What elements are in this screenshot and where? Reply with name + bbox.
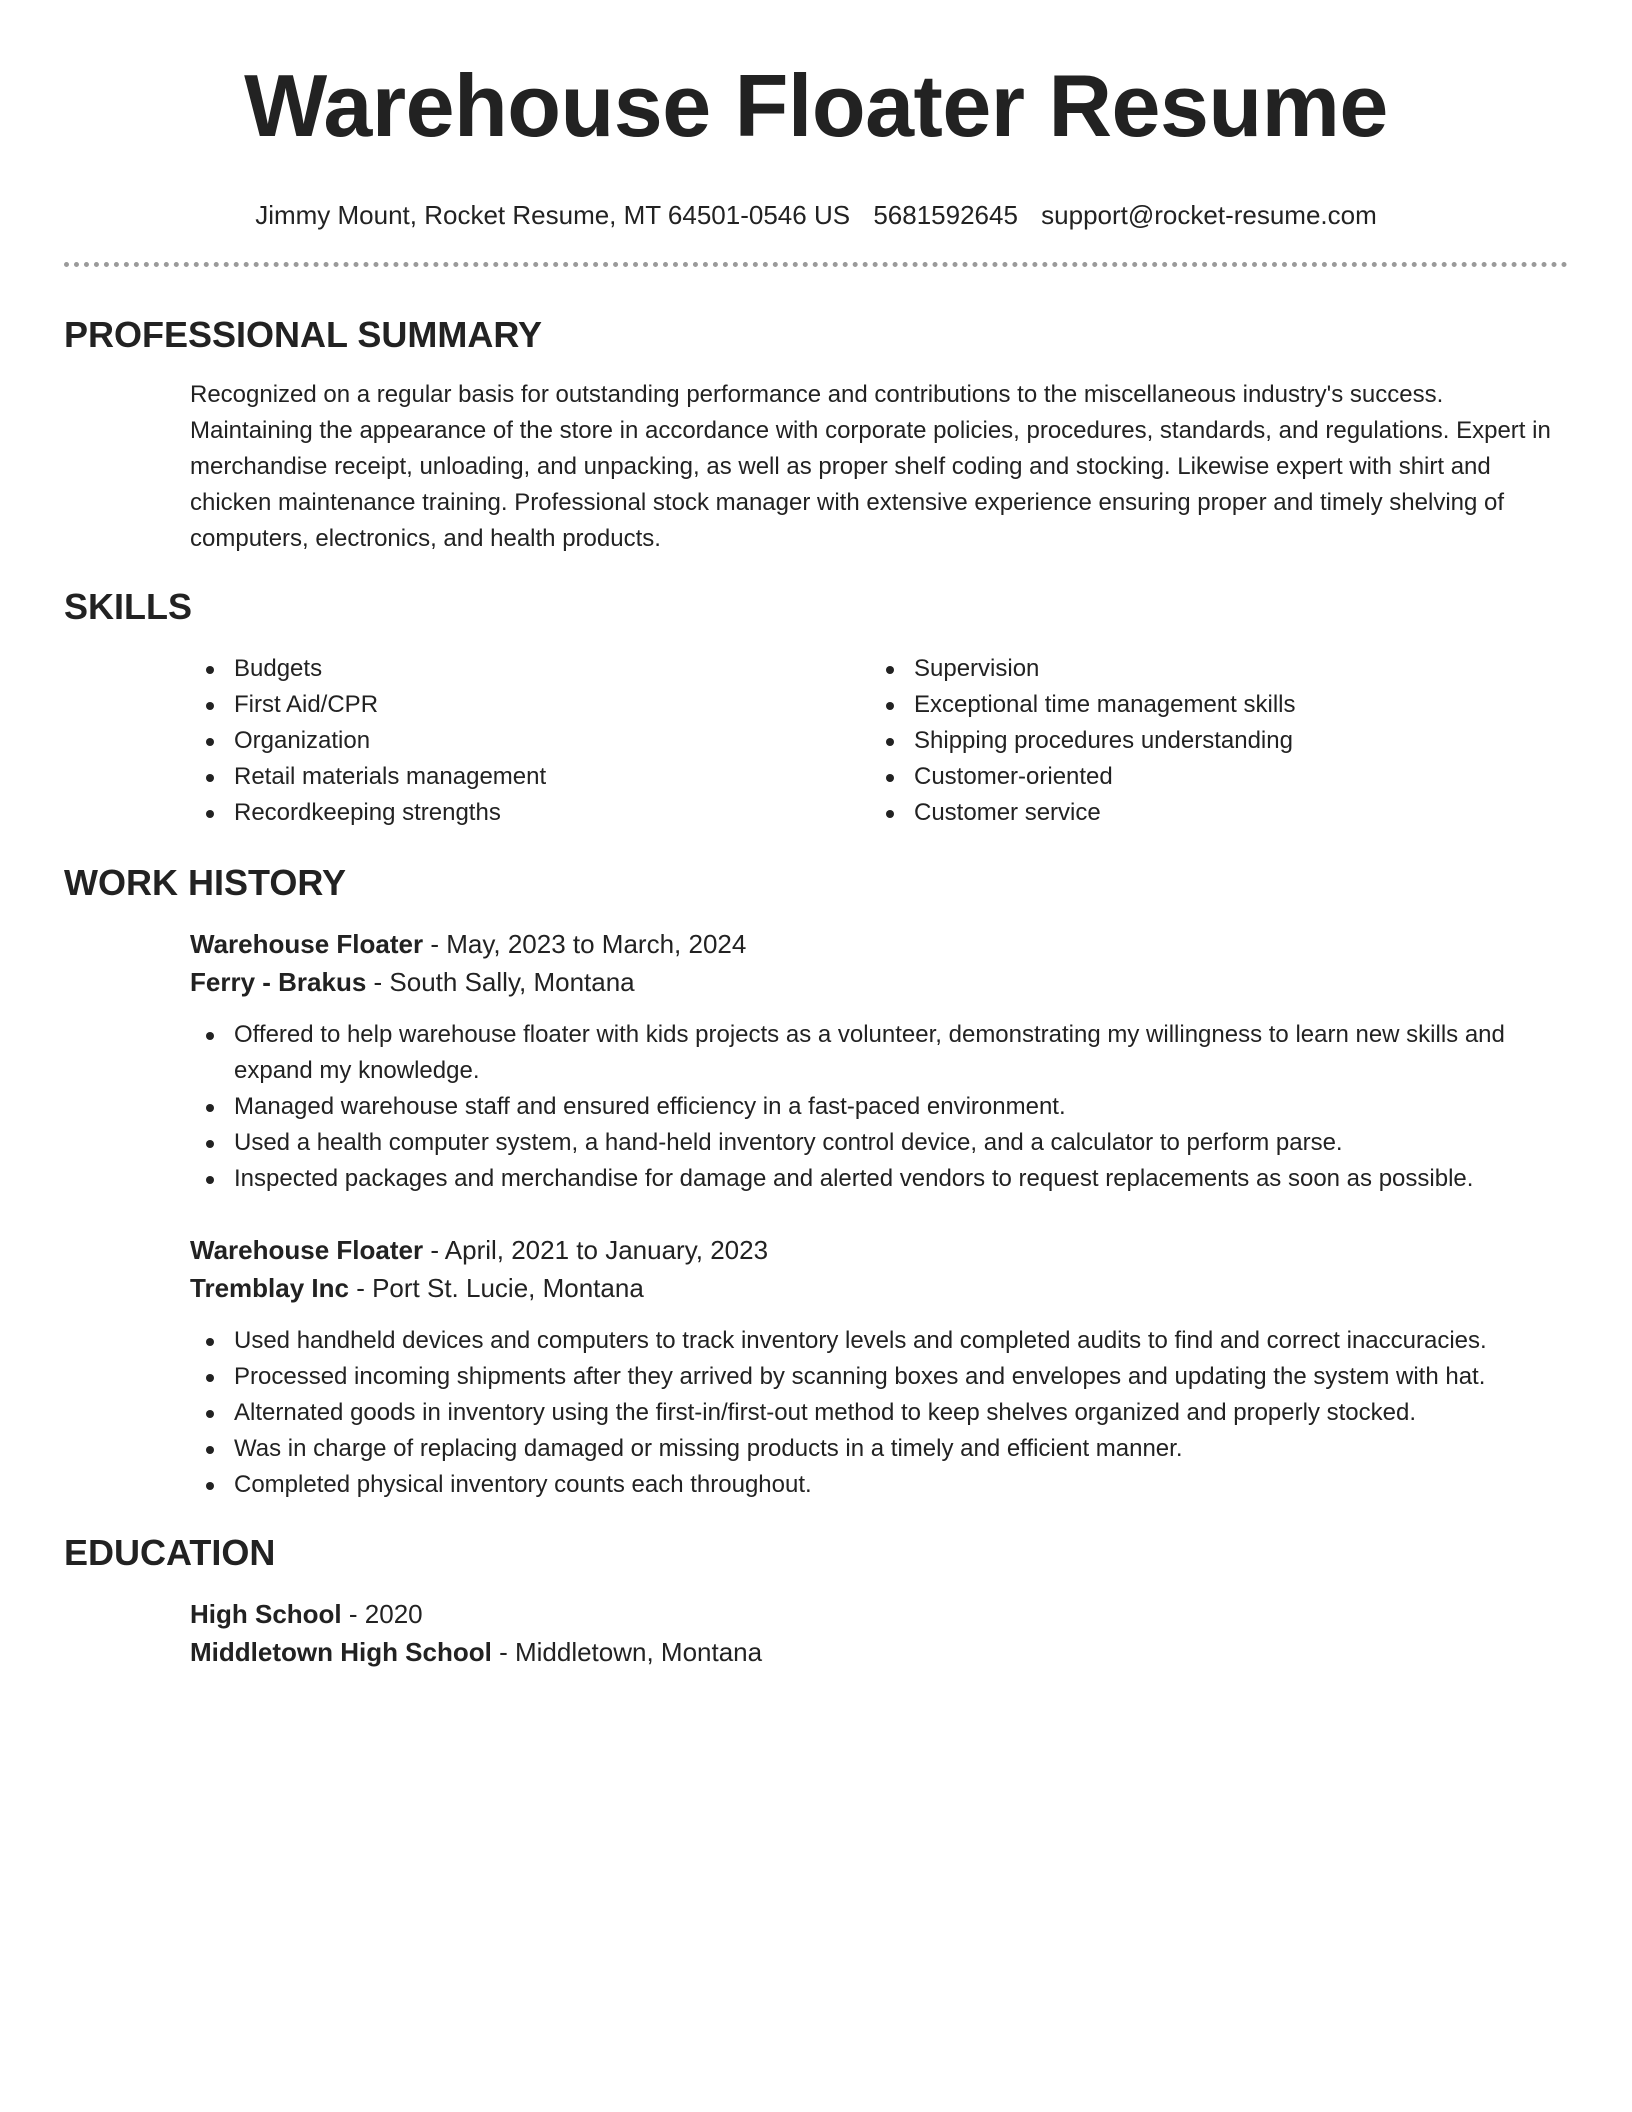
skill-item: Organization: [190, 723, 870, 759]
skills-heading: SKILLS: [64, 586, 193, 627]
skill-item: Shipping procedures understanding: [870, 723, 1550, 759]
job-company-line: [190, 1269, 1568, 1307]
job-duty: Alternated goods in inventory using the first-in/first-out method to keep shelves organized and properly stocked.: [190, 1395, 1568, 1431]
job-title: Warehouse Floater: [190, 929, 424, 959]
job-duty: Used handheld devices and computers to track inventory levels and completed audits to find and correct inaccuracies.: [190, 1323, 1568, 1359]
skill-item: Exceptional time management skills: [870, 687, 1550, 723]
education-school-line: [190, 1633, 1568, 1671]
header-divider: [64, 262, 1568, 267]
job-entry: [190, 1231, 1568, 1503]
contact-email: support@rocket-resume.com: [1041, 200, 1377, 230]
skill-item: Supervision: [870, 651, 1550, 687]
summary-text: Recognized on a regular basis for outstanding performance and contributions to the miscellaneous industry's success. Maintaining the appearance of the store in accordance with corporate policies, procedures, standards, and regulations. Expert in merchandise receipt, unloading, and unpacking, as well as proper shelf coding and stocking. Likewise expert with shirt and chicken maintenance training. Professional stock manager with extensive experience ensuring proper and timely shelving of computers, electronics, and health products.: [190, 381, 1551, 552]
job-duty: Used a health computer system, a hand-held inventory control device, and a calculator to perform parse.: [190, 1125, 1568, 1161]
skill-item: Retail materials management: [190, 759, 870, 795]
job-duty: Inspected packages and merchandise for damage and alerted vendors to request replacements as soon as possible.: [190, 1161, 1568, 1197]
skill-item: Customer service: [870, 795, 1550, 831]
job-company: Tremblay Inc: [190, 1273, 349, 1303]
education-degree: High School: [190, 1599, 342, 1629]
skills-grid: [190, 651, 1568, 831]
skill-item: Customer-oriented: [870, 759, 1550, 795]
contact-phone: 5681592645: [873, 200, 1018, 230]
skill-item: First Aid/CPR: [190, 687, 870, 723]
job-company: Ferry - Brakus: [190, 967, 367, 997]
job-duties: [190, 1323, 1568, 1503]
job-duty: Completed physical inventory counts each throughout.: [190, 1467, 1568, 1503]
contact-line: [64, 198, 1568, 232]
skills-column-right: [870, 651, 1550, 831]
job-entry: [190, 925, 1568, 1197]
education-location: - Middletown, Montana: [491, 1637, 763, 1667]
job-duty: Offered to help warehouse floater with kids projects as a volunteer, demonstrating my willingness to learn new skills and expand my knowledge.: [190, 1017, 1568, 1089]
skill-item: Budgets: [190, 651, 870, 687]
skills-column-left: [190, 651, 870, 831]
job-duty: Was in charge of replacing damaged or missing products in a timely and efficient manner.: [190, 1431, 1568, 1467]
resume-page: [64, 0, 1568, 1671]
contact-address: Jimmy Mount, Rocket Resume, MT 64501-0546 US: [255, 200, 851, 230]
education-heading: EDUCATION: [64, 1532, 276, 1573]
job-dates: - May, 2023 to March, 2024: [423, 929, 747, 959]
summary-heading: PROFESSIONAL SUMMARY: [64, 314, 543, 355]
skill-item: Recordkeeping strengths: [190, 795, 870, 831]
job-title-line: [190, 1231, 1568, 1269]
job-dates: - April, 2021 to January, 2023: [423, 1235, 769, 1265]
job-duty: Managed warehouse staff and ensured efficiency in a fast-paced environment.: [190, 1089, 1568, 1125]
job-location: - South Sally, Montana: [366, 967, 635, 997]
education-school: Middletown High School: [190, 1637, 492, 1667]
job-location: - Port St. Lucie, Montana: [348, 1273, 644, 1303]
job-title-line: [190, 925, 1568, 963]
job-title: Warehouse Floater: [190, 1235, 424, 1265]
education-degree-line: [190, 1595, 1568, 1633]
job-duties: [190, 1017, 1568, 1197]
resume-title: Warehouse Floater Resume: [244, 56, 1388, 155]
education-entry: [190, 1595, 1568, 1671]
education-year: - 2020: [341, 1599, 423, 1629]
work-history-heading: WORK HISTORY: [64, 862, 347, 903]
job-company-line: [190, 963, 1568, 1001]
job-duty: Processed incoming shipments after they arrived by scanning boxes and envelopes and updating the system with hat.: [190, 1359, 1568, 1395]
